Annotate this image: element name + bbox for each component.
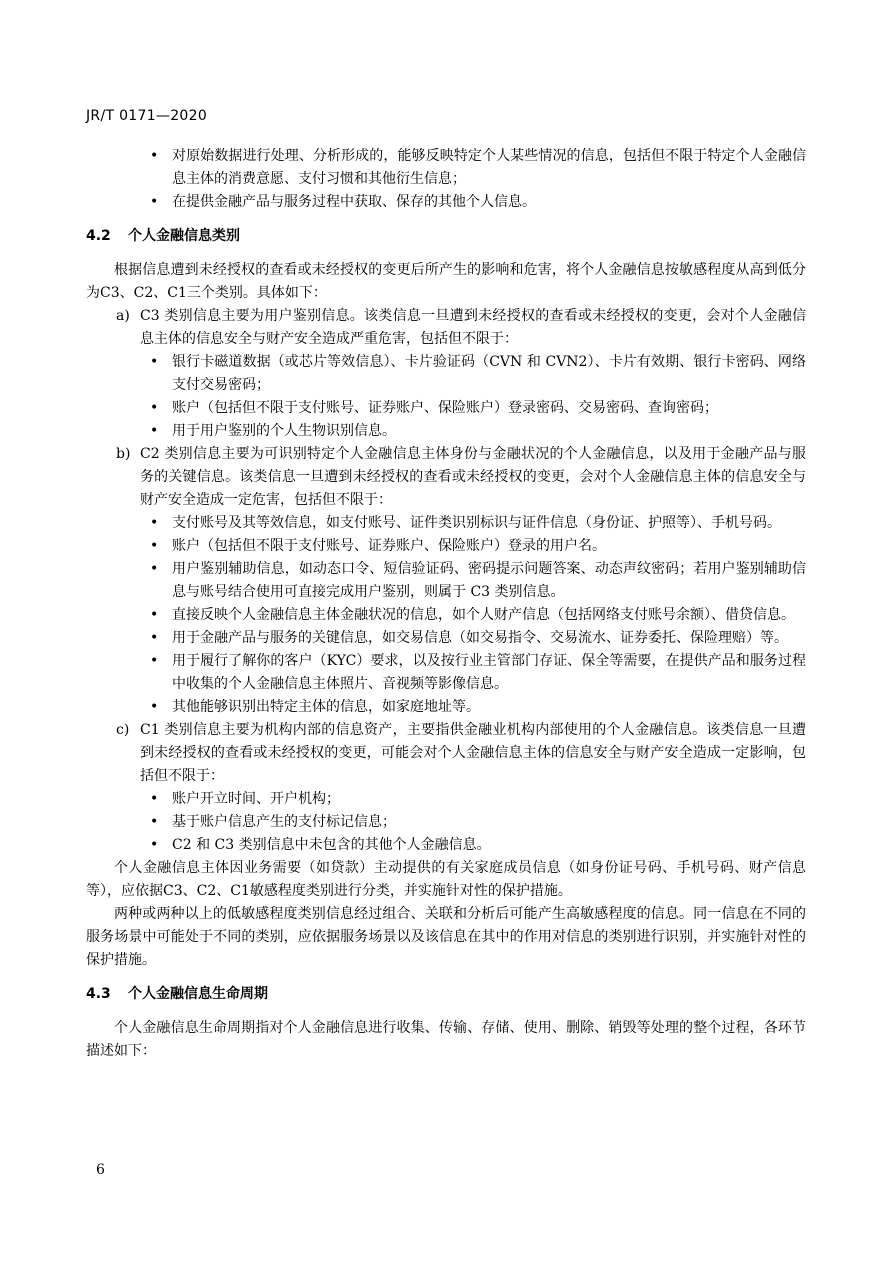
bullet-icon: •: [150, 538, 159, 554]
bullet-item: [86, 811, 806, 834]
section-title: 个人金融信息类别: [128, 228, 240, 244]
page-number: 6: [96, 1162, 105, 1178]
list-item-a: [86, 305, 806, 351]
bullet-item: [86, 604, 806, 627]
bullet-item: [86, 558, 806, 604]
paragraph: 两种或两种以上的低敏感程度类别信息经过组合、关联和分析后可能产生高敏感程度的信息。同一信息在不同的服务场景中可能处于不同的类别，应依据服务场景以及该信息在其中的作用对信息的类别进行识别，并实施针对性的保护措施。: [86, 906, 806, 968]
section-heading-4-3: [86, 983, 806, 1006]
bullet-icon: •: [150, 561, 159, 577]
bullet-text: 用于用户鉴别的个人生物识别信息。: [172, 423, 396, 439]
bullet-item: [86, 696, 806, 719]
bullet-icon: •: [150, 653, 159, 669]
bullet-text: 基于账户信息产生的支付标记信息；: [172, 814, 396, 830]
bullet-text: 账户（包括但不限于支付账号、证券账户、保险账户）登录的用户名。: [172, 538, 606, 554]
bullet-item: [86, 788, 806, 811]
bullet-icon: •: [150, 791, 159, 807]
list-item-c: [86, 719, 806, 788]
bullet-text: 支付账号及其等效信息，如支付账号、证件类识别标识与证件信息（身份证、护照等）、手机号码。: [172, 515, 781, 531]
list-item-text: C1 类别信息主要为机构内部的信息资产，主要指供金融业机构内部使用的个人金融信息。该类信息一旦遭到未经授权的查看或未经授权的变更，可能会对个人金融信息主体的信息安全与财产安全造成一定影响，包括但不限于：: [140, 722, 806, 784]
section-title: 个人金融信息生命周期: [128, 986, 268, 1002]
bullet-text: 账户开立时间、开户机构；: [172, 791, 340, 807]
bullet-text: 用于履行了解你的客户（KYC）要求，以及按行业主管部门存证、保全等需要，在提供产品和服务过程中收集的个人金融信息主体照片、音视频等影像信息。: [172, 653, 806, 692]
bullet-item: [86, 191, 806, 214]
paragraph: 个人金融信息主体因业务需要（如贷款）主动提供的有关家庭成员信息（如身份证号码、手机号码、财产信息等），应依据C3、C2、C1敏感程度类别进行分类，并实施针对性的保护措施。: [86, 860, 806, 899]
list-marker: a): [116, 308, 130, 324]
bullet-icon: •: [150, 699, 159, 715]
bullet-text: 银行卡磁道数据（或芯片等效信息）、卡片验证码（CVN 和 CVN2）、卡片有效期、银行卡密码、网络支付交易密码；: [172, 354, 806, 393]
bullet-icon: •: [150, 354, 159, 370]
bullet-icon: •: [150, 148, 159, 164]
bullet-icon: •: [150, 607, 159, 623]
bullet-text: 对原始数据进行处理、分析形成的，能够反映特定个人某些情况的信息，包括但不限于特定个人金融信息主体的消费意愿、支付习惯和其他衍生信息；: [172, 148, 806, 187]
bullet-text: 在提供金融产品与服务过程中获取、保存的其他个人信息。: [172, 194, 536, 210]
bullet-text: C2 和 C3 类别信息中未包含的其他个人金融信息。: [172, 837, 491, 853]
bullet-icon: •: [150, 515, 159, 531]
bullet-icon: •: [150, 194, 159, 210]
bullet-icon: •: [150, 630, 159, 646]
bullet-item: [86, 145, 806, 191]
list-item-b: [86, 443, 806, 512]
section-heading-4-2: [86, 225, 806, 248]
paragraph: 个人金融信息生命周期指对个人金融信息进行收集、传输、存储、使用、删除、销毁等处理的整个过程，各环节描述如下：: [86, 1020, 806, 1059]
bullet-icon: •: [150, 423, 159, 439]
bullet-text: 直接反映个人金融信息主体金融状况的信息，如个人财产信息（包括网络支付账号余额）、借贷信息。: [172, 607, 795, 623]
document-id-header: JR/T 0171—2020: [86, 108, 208, 124]
bullet-icon: •: [150, 400, 159, 416]
bullet-text: 其他能够识别出特定主体的信息，如家庭地址等。: [172, 699, 480, 715]
section-number: 4.3: [86, 986, 111, 1002]
bullet-item: [86, 650, 806, 696]
list-marker: b): [116, 446, 131, 462]
list-item-text: C3 类别信息主要为用户鉴别信息。该类信息一旦遭到未经授权的查看或未经授权的变更，会对个人金融信息主体的信息安全与财产安全造成严重危害，包括但不限于：: [140, 308, 806, 347]
bullet-item: [86, 535, 806, 558]
bullet-text: 用于金融产品与服务的关键信息，如交易信息（如交易指令、交易流水、证券委托、保险理赔）等。: [172, 630, 788, 646]
section-number: 4.2: [86, 228, 111, 244]
bullet-icon: •: [150, 814, 159, 830]
bullet-item: [86, 627, 806, 650]
bullet-item: [86, 420, 806, 443]
paragraph: 根据信息遭到未经授权的查看或未经授权的变更后所产生的影响和危害，将个人金融信息按敏感程度从高到低分为C3、C2、C1三个类别。具体如下：: [86, 262, 806, 301]
bullet-item: [86, 397, 806, 420]
bullet-text: 账户（包括但不限于支付账号、证券账户、保险账户）登录密码、交易密码、查询密码；: [172, 400, 718, 416]
bullet-text: 用户鉴别辅助信息，如动态口令、短信验证码、密码提示问题答案、动态声纹密码；若用户鉴别辅助信息与账号结合使用可直接完成用户鉴别，则属于 C3 类别信息。: [172, 561, 806, 600]
bullet-icon: •: [150, 837, 159, 853]
bullet-item: [86, 512, 806, 535]
list-item-text: C2 类别信息主要为可识别特定个人金融信息主体身份与金融状况的个人金融信息，以及用于金融产品与服务的关键信息。该类信息一旦遭到未经授权的查看或未经授权的变更，会对个人金融信息主体的信息安全与财产安全造成一定危害，包括但不限于：: [140, 446, 806, 508]
bullet-item: [86, 834, 806, 857]
bullet-item: [86, 351, 806, 397]
page-content: [86, 145, 806, 1063]
list-marker: c): [116, 722, 130, 738]
